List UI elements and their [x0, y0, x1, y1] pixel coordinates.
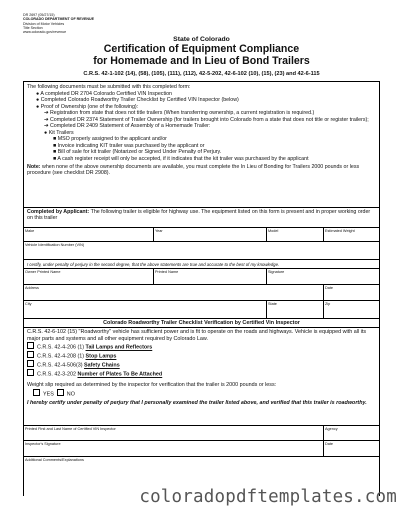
comments-field[interactable]: Additional Comments/Explanations [25, 457, 84, 462]
square-bullet-icon: ■ [53, 136, 57, 142]
item-label: Stop Lamps [85, 353, 117, 360]
list-item-text: Kit Trailers [48, 129, 74, 136]
arrow-icon: ➔ [44, 116, 49, 123]
department-name: COLORADO DEPARTMENT OF REVENUE [23, 17, 95, 22]
no-checkbox[interactable] [57, 389, 64, 396]
weight-field[interactable]: Estimated Weight [323, 228, 379, 241]
yes-checkbox[interactable] [33, 389, 40, 396]
weight-question: Weight slip required as determined by the inspector for verification that the trailer is 2000 pounds or less: [27, 381, 277, 388]
inspector-signature-row [23, 441, 380, 457]
make-field[interactable]: Make [25, 228, 35, 233]
checklist-title: Colorado Roadworthy Trailer Checklist Verification by Certified Vin Inspector [23, 319, 380, 328]
checklist-item [27, 369, 376, 378]
yes-no-options [33, 389, 376, 398]
list-item-text: Completed DR 2409 Statement of Assembly of a Homemade Trailer: [49, 123, 211, 129]
note-text: when none of the above ownership documents are available, you must complete the In Lieu of Bonding for Trailers 2000 pounds or less procedure (see checklist DR 2908). [27, 163, 360, 176]
checkbox[interactable] [27, 360, 34, 367]
state-heading: State of Colorado [173, 36, 230, 43]
item-code: C.R.S. 42-4-206 (1) [37, 344, 85, 351]
requirements-note [27, 164, 376, 177]
division-name: Division of Motor Vehicles [23, 21, 65, 26]
agency-field[interactable]: Agency [323, 426, 379, 440]
list-item [27, 156, 376, 163]
square-bullet-icon: ■ [53, 155, 57, 162]
zip-field[interactable]: Zip [323, 301, 379, 318]
item-label: Safety Chains [84, 362, 120, 369]
signature-field[interactable]: Signature [266, 269, 379, 284]
inspector-signature-field[interactable]: Inspector's Signature [25, 441, 61, 446]
agency-header [23, 13, 94, 34]
checkbox[interactable] [27, 351, 34, 358]
inspector-date-field[interactable]: Date [323, 441, 379, 456]
vin-field[interactable]: Vehicle Identification Number (VIN) [25, 242, 85, 247]
printed-name-field[interactable]: Printed Name [153, 269, 266, 284]
list-item-text: Proof of Ownership (one of the following): [40, 103, 139, 110]
checklist-section [23, 328, 380, 432]
section-name: Title Section [23, 25, 43, 30]
inspector-certification: I hereby certify under penalty of perjury that I personally examined the trailer listed above, and verified that this trailer is roadworthy. [27, 399, 367, 406]
note-label: Note: [27, 163, 41, 170]
applicant-label: Completed by Applicant: [27, 209, 90, 215]
address-row [23, 285, 380, 301]
watermark: coloradopdftemplates.com [139, 487, 397, 507]
requirements-intro: The following documents must be submitted with this completed form: [27, 84, 191, 90]
list-item-text: A completed DR 2704 Colorado Certified VIN Inspection [40, 90, 173, 97]
list-item-text: Bill of sale for kit trailer (Notarized or Signed Under Penalty of Perjury. [57, 149, 222, 155]
applicant-certification: I certify, under penalty of perjury in the second degree, that the above statements are true and accurate to the best of my knowledge. [23, 260, 380, 269]
vin-row [23, 242, 380, 260]
owner-name-field[interactable]: Owner Printed Name [25, 269, 61, 274]
square-bullet-icon: ■ [53, 149, 57, 155]
year-field[interactable]: Year [153, 228, 266, 241]
inspector-name-field[interactable]: Printed First and Last Name of Certified VIN Inspector [25, 426, 116, 431]
title-line-2: for Homemade and In Lieu of Bond Trailers [93, 54, 310, 67]
list-item-text: Registration from state that does not title trailers (When transferring ownership, a current registration is required.) [49, 110, 315, 116]
address-field[interactable]: Address [25, 285, 39, 290]
owner-row [23, 269, 380, 285]
list-item-text: Invoice indicating KIT trailer was purchased by the applicant or [57, 142, 205, 149]
bullet-icon: ● [36, 90, 40, 97]
date-field[interactable]: Date [323, 285, 379, 300]
bullet-icon: ● [36, 97, 40, 103]
checklist-item [27, 360, 376, 369]
yes-label: YES [43, 391, 54, 398]
arrow-icon: ➔ [44, 123, 49, 129]
vehicle-row [23, 228, 380, 242]
bullet-icon: ● [36, 103, 40, 110]
item-label: Tail Lamps and Reflectors [85, 344, 153, 351]
checklist-intro: C.R.S. 42-6-102 (15) "Roadworthy" vehicle has sufficient power and is fit to operate on the roads and highways. Vehicle is equipped with all its major parts and systems and all other equipment required by Colorado Law. [27, 329, 367, 342]
checklist-item [27, 351, 376, 360]
list-item-text: Completed Colorado Roadworthy Trailer Checklist by Certified VIN Inspector (below) [40, 97, 239, 103]
checkbox[interactable] [27, 369, 34, 376]
form-title [0, 44, 403, 67]
state-field[interactable]: State [266, 301, 323, 318]
list-item-text: Completed DR 2374 Statement of Trailer Ownership (for trailers brought into Colorado from a state that does not title or register trailers); [49, 116, 369, 123]
applicant-statement [23, 208, 380, 228]
list-item-text: A cash register receipt will only be accepted, if it indicates that the kit trailer was purchased by the applicant [57, 155, 309, 162]
item-code: C.R.S. 42-4-208 (1) [37, 353, 85, 360]
item-code: C.R.S. 42-3-202 [37, 371, 76, 378]
checkbox[interactable] [27, 342, 34, 349]
applicant-text: The following trailer is eligible for highway use. The equipment listed on this form is present and in proper working order on this trailer [27, 209, 371, 222]
website-link[interactable]: www.colorado.gov/revenue [23, 30, 67, 35]
title-line-1: Certification of Equipment Compliance [103, 43, 300, 55]
statute-reference: C.R.S. 42-1-102 (14), (58), (105), (111), (112), 42-5-202, 42-6-102 (10), (15), (23) and 42-6-115 [83, 71, 320, 77]
inspector-row [23, 425, 380, 441]
checklist-item [27, 342, 376, 351]
bullet-icon: ● [44, 129, 48, 136]
arrow-icon: ➔ [44, 110, 49, 116]
requirements-box [23, 81, 380, 208]
item-label: Number of Plates To Be Attached [77, 371, 163, 378]
square-bullet-icon: ■ [53, 142, 57, 149]
model-field[interactable]: Model [266, 228, 323, 241]
no-label: NO [66, 391, 75, 398]
item-code: C.R.S. 42-4-506(3) [37, 362, 83, 369]
form-number: DR 2697 (05/27/15) [23, 13, 55, 17]
list-item-text: MSO properly assigned to the applicant and/or [57, 136, 167, 142]
city-field[interactable]: City [25, 301, 32, 306]
city-row [23, 301, 380, 319]
